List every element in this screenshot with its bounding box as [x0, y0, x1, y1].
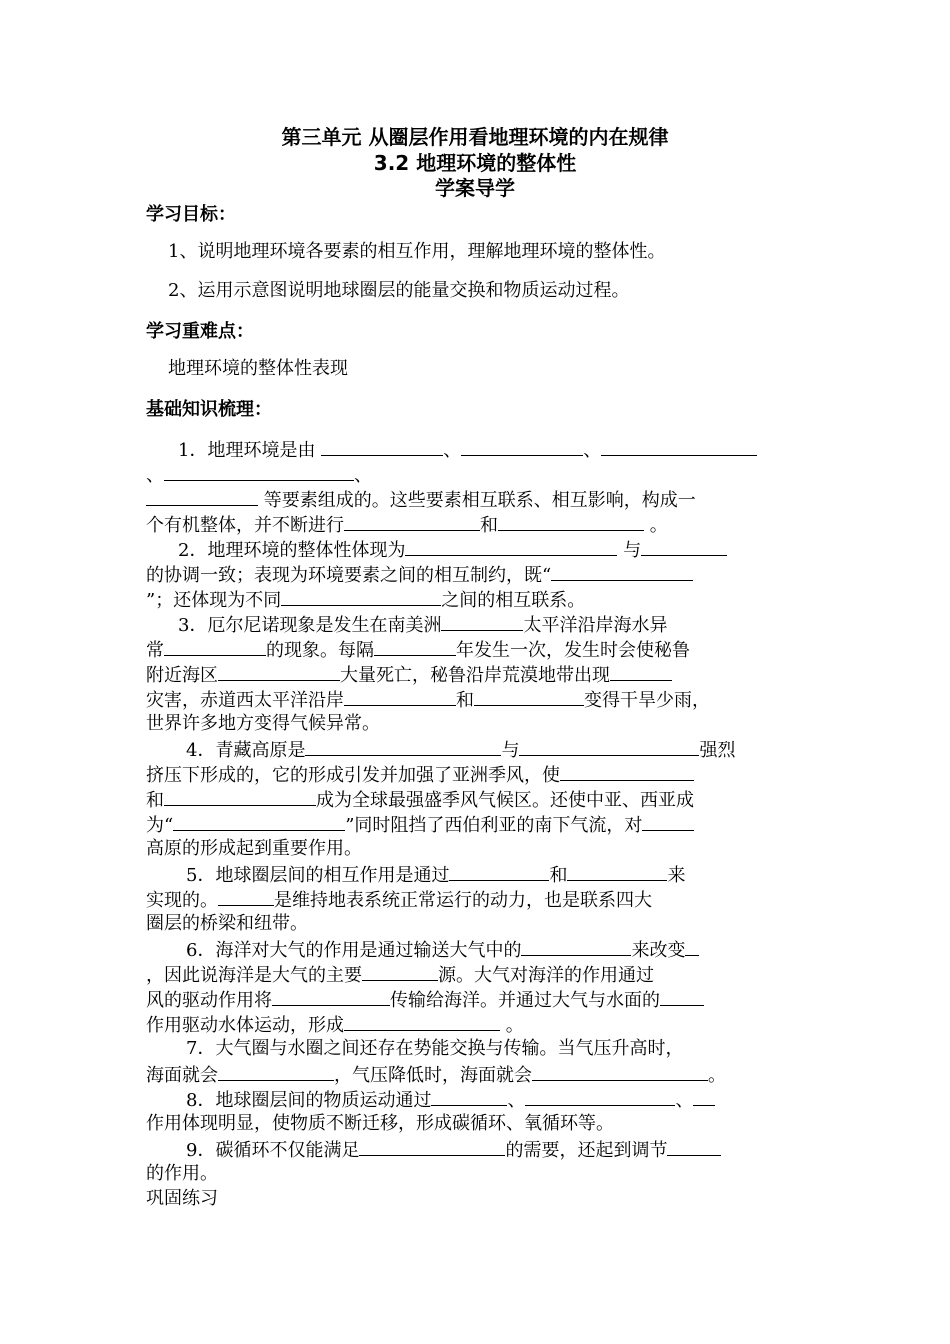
fill-blank[interactable]: [641, 537, 727, 556]
fill-blank[interactable]: [344, 1012, 500, 1031]
fill-blank[interactable]: [321, 437, 443, 456]
knowledge-line: 圈层的桥梁和纽带。: [146, 913, 308, 934]
fill-blank[interactable]: [405, 537, 617, 556]
fill-blank[interactable]: [642, 812, 694, 831]
knowledge-heading: 基础知识梳理：: [146, 399, 272, 420]
knowledge-line: 附近海区 大量死亡，秘鲁沿岸荒漠地带出现: [146, 662, 672, 688]
fill-blank[interactable]: [449, 862, 549, 881]
knowledge-line: 2．地理环境的整体性体现为 与: [178, 537, 727, 563]
knowledge-line: 风的驱动作用将 传输给海洋。并通过大气与水面的: [146, 987, 704, 1013]
fill-blank[interactable]: [164, 637, 266, 656]
guide-title: 学案导学: [435, 176, 515, 200]
knowledge-line: 7．大气圈与水圈之间还存在势能交换与传输。当气压升高时，: [186, 1038, 684, 1059]
fill-blank[interactable]: [610, 662, 672, 681]
key-points-text: 地理环境的整体性表现: [168, 358, 348, 379]
knowledge-line: 为“ ”同时阻挡了西伯利亚的南下气流，对: [146, 812, 694, 838]
fill-blank[interactable]: [173, 812, 345, 831]
knowledge-line: 等要素组成的。这些要素相互联系、相互影响，构成一: [146, 487, 696, 513]
fill-blank[interactable]: [281, 587, 441, 606]
knowledge-line: 个有机整体，并不断进行 和 。: [146, 512, 668, 538]
knowledge-line: 的作用。: [146, 1163, 218, 1184]
knowledge-line: 灾害，赤道西太平洋沿岸 和 变得干旱少雨，: [146, 687, 710, 713]
unit-title: 第三单元 从圈层作用看地理环境的内在规律: [281, 125, 669, 149]
fill-blank[interactable]: [532, 1062, 708, 1081]
knowledge-line: 5．地球圈层间的相互作用是通过 和 来: [186, 862, 685, 888]
fill-blank[interactable]: [164, 462, 354, 481]
knowledge-line: 8．地球圈层间的物质运动通过 、 、: [186, 1087, 715, 1113]
fill-blank[interactable]: [344, 512, 480, 531]
fill-blank[interactable]: [344, 687, 456, 706]
knowledge-line: 常 的现象。每隔 年发生一次，发生时会使秘鲁: [146, 637, 690, 663]
fill-blank[interactable]: [362, 962, 438, 981]
fill-blank[interactable]: [521, 937, 631, 956]
objective-item-1: 1、说明地理环境各要素的相互作用，理解地理环境的整体性。: [168, 241, 666, 262]
knowledge-line: 3．厄尔尼诺现象是发生在南美洲 太平洋沿岸海水异: [178, 612, 667, 638]
fill-blank[interactable]: [272, 987, 390, 1006]
fill-blank[interactable]: [685, 937, 699, 956]
fill-blank[interactable]: [667, 1137, 721, 1156]
knowledge-line: 世界许多地方变得气候异常。: [146, 713, 380, 734]
fill-blank[interactable]: [461, 437, 583, 456]
fill-blank[interactable]: [560, 762, 694, 781]
knowledge-line: 作用驱动水体运动，形成 。: [146, 1012, 524, 1038]
key-points-heading: 学习重难点：: [146, 321, 254, 342]
knowledge-line: 高原的形成起到重要作用。: [146, 838, 362, 859]
fill-blank[interactable]: [567, 862, 667, 881]
fill-blank[interactable]: [431, 1087, 507, 1106]
fill-blank[interactable]: [441, 612, 523, 631]
knowledge-line: 实现的。 是维持地表系统正常运行的动力，也是联系四大: [146, 887, 652, 913]
knowledge-line: 6．海洋对大气的作用是通过输送大气中的 来改变: [186, 937, 699, 963]
fill-blank[interactable]: [146, 487, 258, 506]
knowledge-line: 作用体现明显，使物质不断迁移，形成碳循环、氧循环等。: [146, 1113, 614, 1134]
fill-blank[interactable]: [218, 1062, 334, 1081]
fill-blank[interactable]: [374, 637, 456, 656]
knowledge-line: 1．地理环境是由 、 、: [178, 437, 757, 463]
knowledge-line: ”；还体现为不同 之间的相互联系。: [146, 587, 585, 613]
practice-heading: 巩固练习: [146, 1188, 218, 1209]
knowledge-line: ，因此说海洋是大气的主要 源。大气对海洋的作用通过: [146, 962, 654, 988]
objective-item-2: 2、运用示意图说明地球圈层的能量交换和物质运动过程。: [168, 280, 630, 301]
knowledge-line: 和 成为全球最强盛季风气候区。还使中亚、西亚成: [146, 787, 694, 813]
fill-blank[interactable]: [498, 512, 644, 531]
fill-blank[interactable]: [218, 887, 274, 906]
knowledge-line: 4．青藏高原是 与 强烈: [186, 737, 735, 763]
knowledge-line: 9．碳循环不仅能满足 的需要，还起到调节: [186, 1137, 721, 1163]
knowledge-line: 海面就会 ，气压降低时，海面就会 。: [146, 1062, 726, 1088]
fill-blank[interactable]: [164, 787, 316, 806]
objectives-heading: 学习目标：: [146, 204, 236, 225]
fill-blank[interactable]: [693, 1087, 715, 1106]
knowledge-line: 的协调一致；表现为环境要素之间的相互制约，既“: [146, 562, 693, 588]
fill-blank[interactable]: [551, 562, 693, 581]
fill-blank[interactable]: [601, 437, 757, 456]
fill-blank[interactable]: [660, 987, 704, 1006]
fill-blank[interactable]: [305, 737, 501, 756]
knowledge-line: 挤压下形成的，它的形成引发并加强了亚洲季风，使: [146, 762, 694, 788]
section-title: 3.2 地理环境的整体性: [373, 151, 577, 175]
fill-blank[interactable]: [474, 687, 584, 706]
knowledge-line: 、 、: [146, 462, 372, 488]
fill-blank[interactable]: [525, 1087, 675, 1106]
fill-blank[interactable]: [218, 662, 340, 681]
fill-blank[interactable]: [519, 737, 699, 756]
fill-blank[interactable]: [359, 1137, 505, 1156]
